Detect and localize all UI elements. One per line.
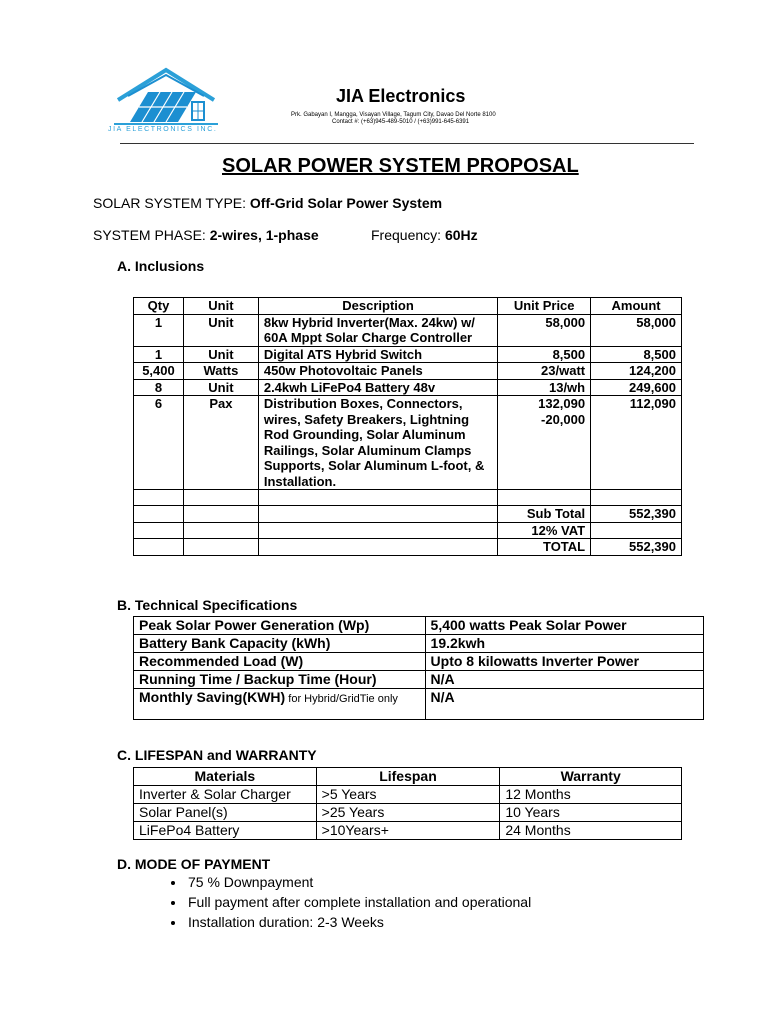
description-cell: Digital ATS Hybrid Switch [258,346,497,363]
solar-house-logo-icon [104,66,228,128]
lifespan-cell: >10Years+ [316,822,500,840]
spec-row [134,653,704,671]
description-cell: Distribution Boxes, Connectors, wires, Safety Breakers, Lightning Rod Grounding, Solar Aluminum Railings, Solar Aluminum Clamps Supports, Solar Aluminum L-foot, & Installation. [258,396,497,490]
spec-value: 19.2kwh [425,635,703,653]
amount-cell: 8,500 [591,346,682,363]
spec-row [134,635,704,653]
qty-cell: 8 [134,379,184,396]
frequency-line [371,227,478,243]
spec-note: for Hybrid/GridTie only [285,693,398,705]
col-unit-price: Unit Price [498,298,591,315]
subtotal-value: 552,390 [591,506,682,523]
spec-label: Running Time / Backup Time (Hour) [134,671,426,689]
description-cell: 2.4kwh LiFePo4 Battery 48v [258,379,497,396]
company-name: JIA Electronics [336,86,466,106]
spec-value: Upto 8 kilowatts Inverter Power [425,653,703,671]
unit-price-cell: 23/watt [498,363,591,380]
material-cell: Solar Panel(s) [134,804,317,822]
unit-price-cell [498,396,591,490]
spec-value: N/A [425,689,703,720]
unit-cell: Watts [183,363,258,380]
company-address: Prk. Gabayan I, Mangga, Visayan Village, Tagum City, Davao Del Norte 8100 [291,112,496,118]
logo-caption: JIA ELECTRONICS INC. [108,126,218,133]
table-row [134,314,682,346]
inclusions-heading: A. Inclusions [117,258,205,274]
col-description: Description [258,298,497,315]
col-unit: Unit [183,298,258,315]
amount-cell: 249,600 [591,379,682,396]
material-cell: LiFePo4 Battery [134,822,317,840]
description-cell: 450w Photovoltaic Panels [258,363,497,380]
col-lifespan: Lifespan [316,768,500,786]
company-logo [104,66,228,138]
table-row [134,396,682,490]
qty-cell: 1 [134,346,184,363]
vat-label: 12% VAT [498,522,591,539]
header-divider [120,143,694,144]
list-item: • Full payment after complete installation and operational [186,892,531,912]
spec-label: Recommended Load (W) [134,653,426,671]
total-row [134,539,682,556]
unit-cell: Pax [183,396,258,490]
amount-cell: 124,200 [591,363,682,380]
material-cell: Inverter & Solar Charger [134,786,317,804]
table-row [134,379,682,396]
table-row [134,363,682,380]
spec-label-cell [134,689,426,720]
tech-specs-heading: B. Technical Specifications [117,597,298,613]
spec-label: Battery Bank Capacity (kWh) [134,635,426,653]
table-row [134,346,682,363]
list-item: • 75 % Downpayment [186,872,531,892]
spec-label: Peak Solar Power Generation (Wp) [134,617,426,635]
unit-price-cell: 58,000 [498,314,591,346]
system-type-value: Off-Grid Solar Power System [249,195,443,211]
vat-value [591,522,682,539]
lifespan-cell: >5 Years [316,786,500,804]
frequency-value: 60Hz [444,227,478,243]
system-type-label: SOLAR SYSTEM TYPE: [93,195,250,211]
qty-cell: 5,400 [134,363,184,380]
qty-cell: 1 [134,314,184,346]
warranty-cell: 10 Years [500,804,682,822]
table-row [134,822,682,840]
warranty-cell: 12 Months [500,786,682,804]
unit-cell: Unit [183,346,258,363]
unit-cell: Unit [183,314,258,346]
spec-row [134,671,704,689]
company-contact: Contact #: (+63)945-489-5010 / (+63)991-645-6391 [332,119,470,125]
table-row [134,804,682,822]
table-row [134,786,682,804]
lifespan-table [133,767,682,840]
total-value: 552,390 [591,539,682,556]
unit-price-cell: 13/wh [498,379,591,396]
description-cell: 8kw Hybrid Inverter(Max. 24kw) w/ 60A Mppt Solar Charge Controller [258,314,497,346]
system-type-line [93,195,442,211]
lifespan-heading: C. LIFESPAN and WARRANTY [117,747,317,763]
system-phase-label: SYSTEM PHASE: [93,227,210,243]
inclusions-table [133,297,682,556]
total-label: TOTAL [498,539,591,556]
inclusions-header-row [134,298,682,315]
unit-price-cell: 8,500 [498,346,591,363]
lifespan-cell: >25 Years [316,804,500,822]
amount-cell: 58,000 [591,314,682,346]
col-warranty: Warranty [500,768,682,786]
tech-specs-table [133,616,704,720]
vat-row [134,522,682,539]
lifespan-header-row [134,768,682,786]
spec-value: 5,400 watts Peak Solar Power [425,617,703,635]
system-phase-value: 2-wires, 1-phase [209,227,319,243]
spec-label: Monthly Saving(KWH) [139,689,286,705]
col-amount: Amount [591,298,682,315]
payment-heading: D. MODE OF PAYMENT [117,856,271,872]
system-phase-line [93,227,319,243]
col-qty: Qty [134,298,184,315]
table-row-empty [134,490,682,506]
col-materials: Materials [134,768,317,786]
frequency-label: Frequency: [371,227,445,243]
subtotal-label: Sub Total [498,506,591,523]
qty-cell: 6 [134,396,184,490]
unit-price-discount: -20,000 [541,411,586,427]
list-item: • Installation duration: 2-3 Weeks [186,912,531,932]
warranty-cell: 24 Months [500,822,682,840]
spec-value: N/A [425,671,703,689]
unit-price-value: 132,090 [538,396,586,411]
amount-cell: 112,090 [591,396,682,490]
spec-row [134,617,704,635]
spec-row [134,689,704,720]
payment-list [148,872,531,932]
document-title: SOLAR POWER SYSTEM PROPOSAL [222,155,579,177]
unit-cell: Unit [183,379,258,396]
subtotal-row [134,506,682,523]
